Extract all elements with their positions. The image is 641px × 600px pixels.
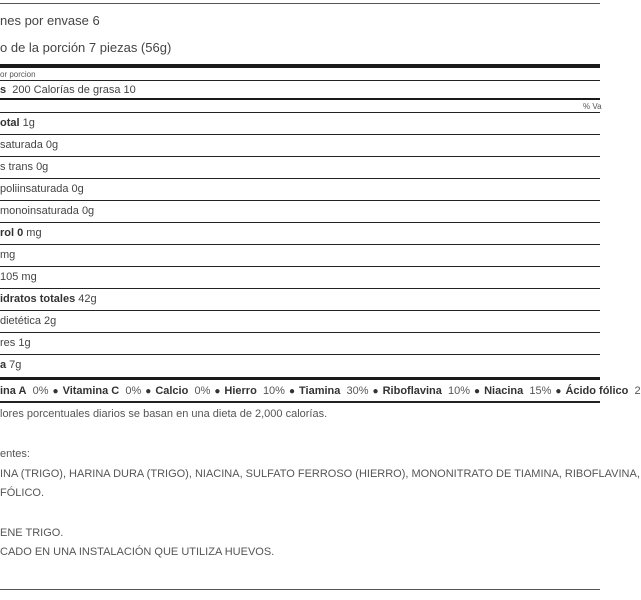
nutrient-name: a: [0, 359, 7, 371]
vitamin-value: 30%: [346, 385, 369, 397]
thick-divider-3: [0, 377, 600, 380]
vitamin-name: ina A: [0, 385, 27, 397]
nutrient-divider: [0, 178, 600, 179]
calories-label: s: [0, 84, 7, 96]
vitamin-name: Ácido fólico: [565, 385, 629, 397]
panel-top-border: [0, 3, 600, 4]
nutrient-amount: saturada 0g: [0, 139, 59, 151]
nutrient-amount: monoinsaturada 0g: [0, 205, 95, 217]
nutrient-divider: [0, 200, 600, 201]
vitamins-minerals-line: [0, 385, 641, 397]
divider-amount: [0, 80, 600, 81]
nutrient-amount: poliinsaturada 0g: [0, 183, 84, 195]
thick-divider-1: [0, 64, 600, 68]
vitamin-value: 10%: [262, 385, 285, 397]
calories-value: 200 Calorías de grasa 10: [12, 84, 136, 96]
ingredients-title: entes:: [0, 448, 30, 460]
nutrient-divider: [0, 266, 600, 267]
nutrient-divider: [0, 134, 600, 135]
bullet-icon: ●: [52, 386, 59, 397]
bullet-icon: ●: [474, 386, 481, 397]
nutrient-amount: mg: [23, 227, 42, 239]
nutrient-row: [0, 359, 21, 371]
vitamin-value: 10%: [448, 385, 471, 397]
thick-divider-2: [0, 98, 600, 100]
nutrient-row: [0, 249, 15, 261]
divider-dv: [0, 112, 600, 113]
allergen-line-1: ENE TRIGO.: [0, 527, 64, 539]
nutrient-amount: dietética 2g: [0, 315, 57, 327]
nutrient-row: [0, 271, 37, 283]
ingredients-line-2: FÓLICO.: [0, 487, 45, 499]
bullet-icon: ●: [214, 386, 221, 397]
nutrient-name: rol 0: [0, 227, 24, 239]
vitamin-name: Tiamina: [299, 385, 341, 397]
vitamin-name: Niacina: [484, 385, 524, 397]
nutrient-amount: s trans 0g: [0, 161, 49, 173]
servings-per-container: nes por envase 6: [0, 13, 100, 28]
panel-bottom-border: [0, 589, 600, 590]
nutrient-row: [0, 293, 97, 305]
divider-vitamins: [0, 401, 600, 403]
calories-row: [0, 84, 136, 96]
nutrient-divider: [0, 222, 600, 223]
nutrient-divider: [0, 244, 600, 245]
serving-size: o de la porción 7 piezas (56g): [0, 40, 172, 55]
nutrient-divider: [0, 156, 600, 157]
nutrient-row: [0, 315, 56, 327]
nutrient-amount: 1g: [19, 117, 35, 129]
nutrient-row: [0, 337, 31, 349]
nutrient-amount: mg: [0, 249, 16, 261]
nutrient-row: [0, 139, 58, 151]
nutrient-row: [0, 227, 42, 239]
bullet-icon: ●: [555, 386, 562, 397]
amount-per-serving: or porcion: [0, 70, 36, 79]
allergen-line-2: CADO EN UNA INSTALACIÓN QUE UTILIZA HUEVOS.: [0, 546, 275, 558]
vitamin-value: 15%: [529, 385, 552, 397]
nutrient-name: idratos totales: [0, 293, 76, 305]
nutrient-row: [0, 205, 94, 217]
vitamin-value: 0%: [32, 385, 49, 397]
nutrient-divider: [0, 332, 600, 333]
vitamin-name: Hierro: [224, 385, 257, 397]
nutrient-row: [0, 183, 84, 195]
nutrient-row: [0, 117, 35, 129]
daily-value-footnote: lores porcentuales diarios se basan en una dieta de 2,000 calorías.: [0, 408, 328, 420]
vitamin-name: Vitamina C: [62, 385, 120, 397]
nutrient-divider: [0, 310, 600, 311]
bullet-icon: ●: [145, 386, 152, 397]
ingredients-line-1: INA (TRIGO), HARINA DURA (TRIGO), NIACINA, SULFATO FERROSO (HIERRO), MONONITRATO DE TIAMINA, RIBOFLAVINA,: [0, 468, 640, 480]
vitamin-value: 0%: [194, 385, 211, 397]
vitamin-name: Riboflavina: [382, 385, 442, 397]
nutrient-amount: 105 mg: [0, 271, 37, 283]
nutrient-amount: 42g: [75, 293, 97, 305]
daily-value-header: % Va: [583, 102, 602, 111]
nutrient-amount: res 1g: [0, 337, 31, 349]
nutrient-name: otal: [0, 117, 20, 129]
bullet-icon: ●: [372, 386, 379, 397]
nutrient-divider: [0, 354, 600, 355]
nutrient-divider: [0, 288, 600, 289]
vitamin-value: 2: [634, 385, 641, 397]
vitamin-value: 0%: [125, 385, 142, 397]
nutrient-row: [0, 161, 48, 173]
nutrient-amount: 7g: [6, 359, 22, 371]
vitamin-name: Calcio: [155, 385, 189, 397]
bullet-icon: ●: [288, 386, 296, 397]
